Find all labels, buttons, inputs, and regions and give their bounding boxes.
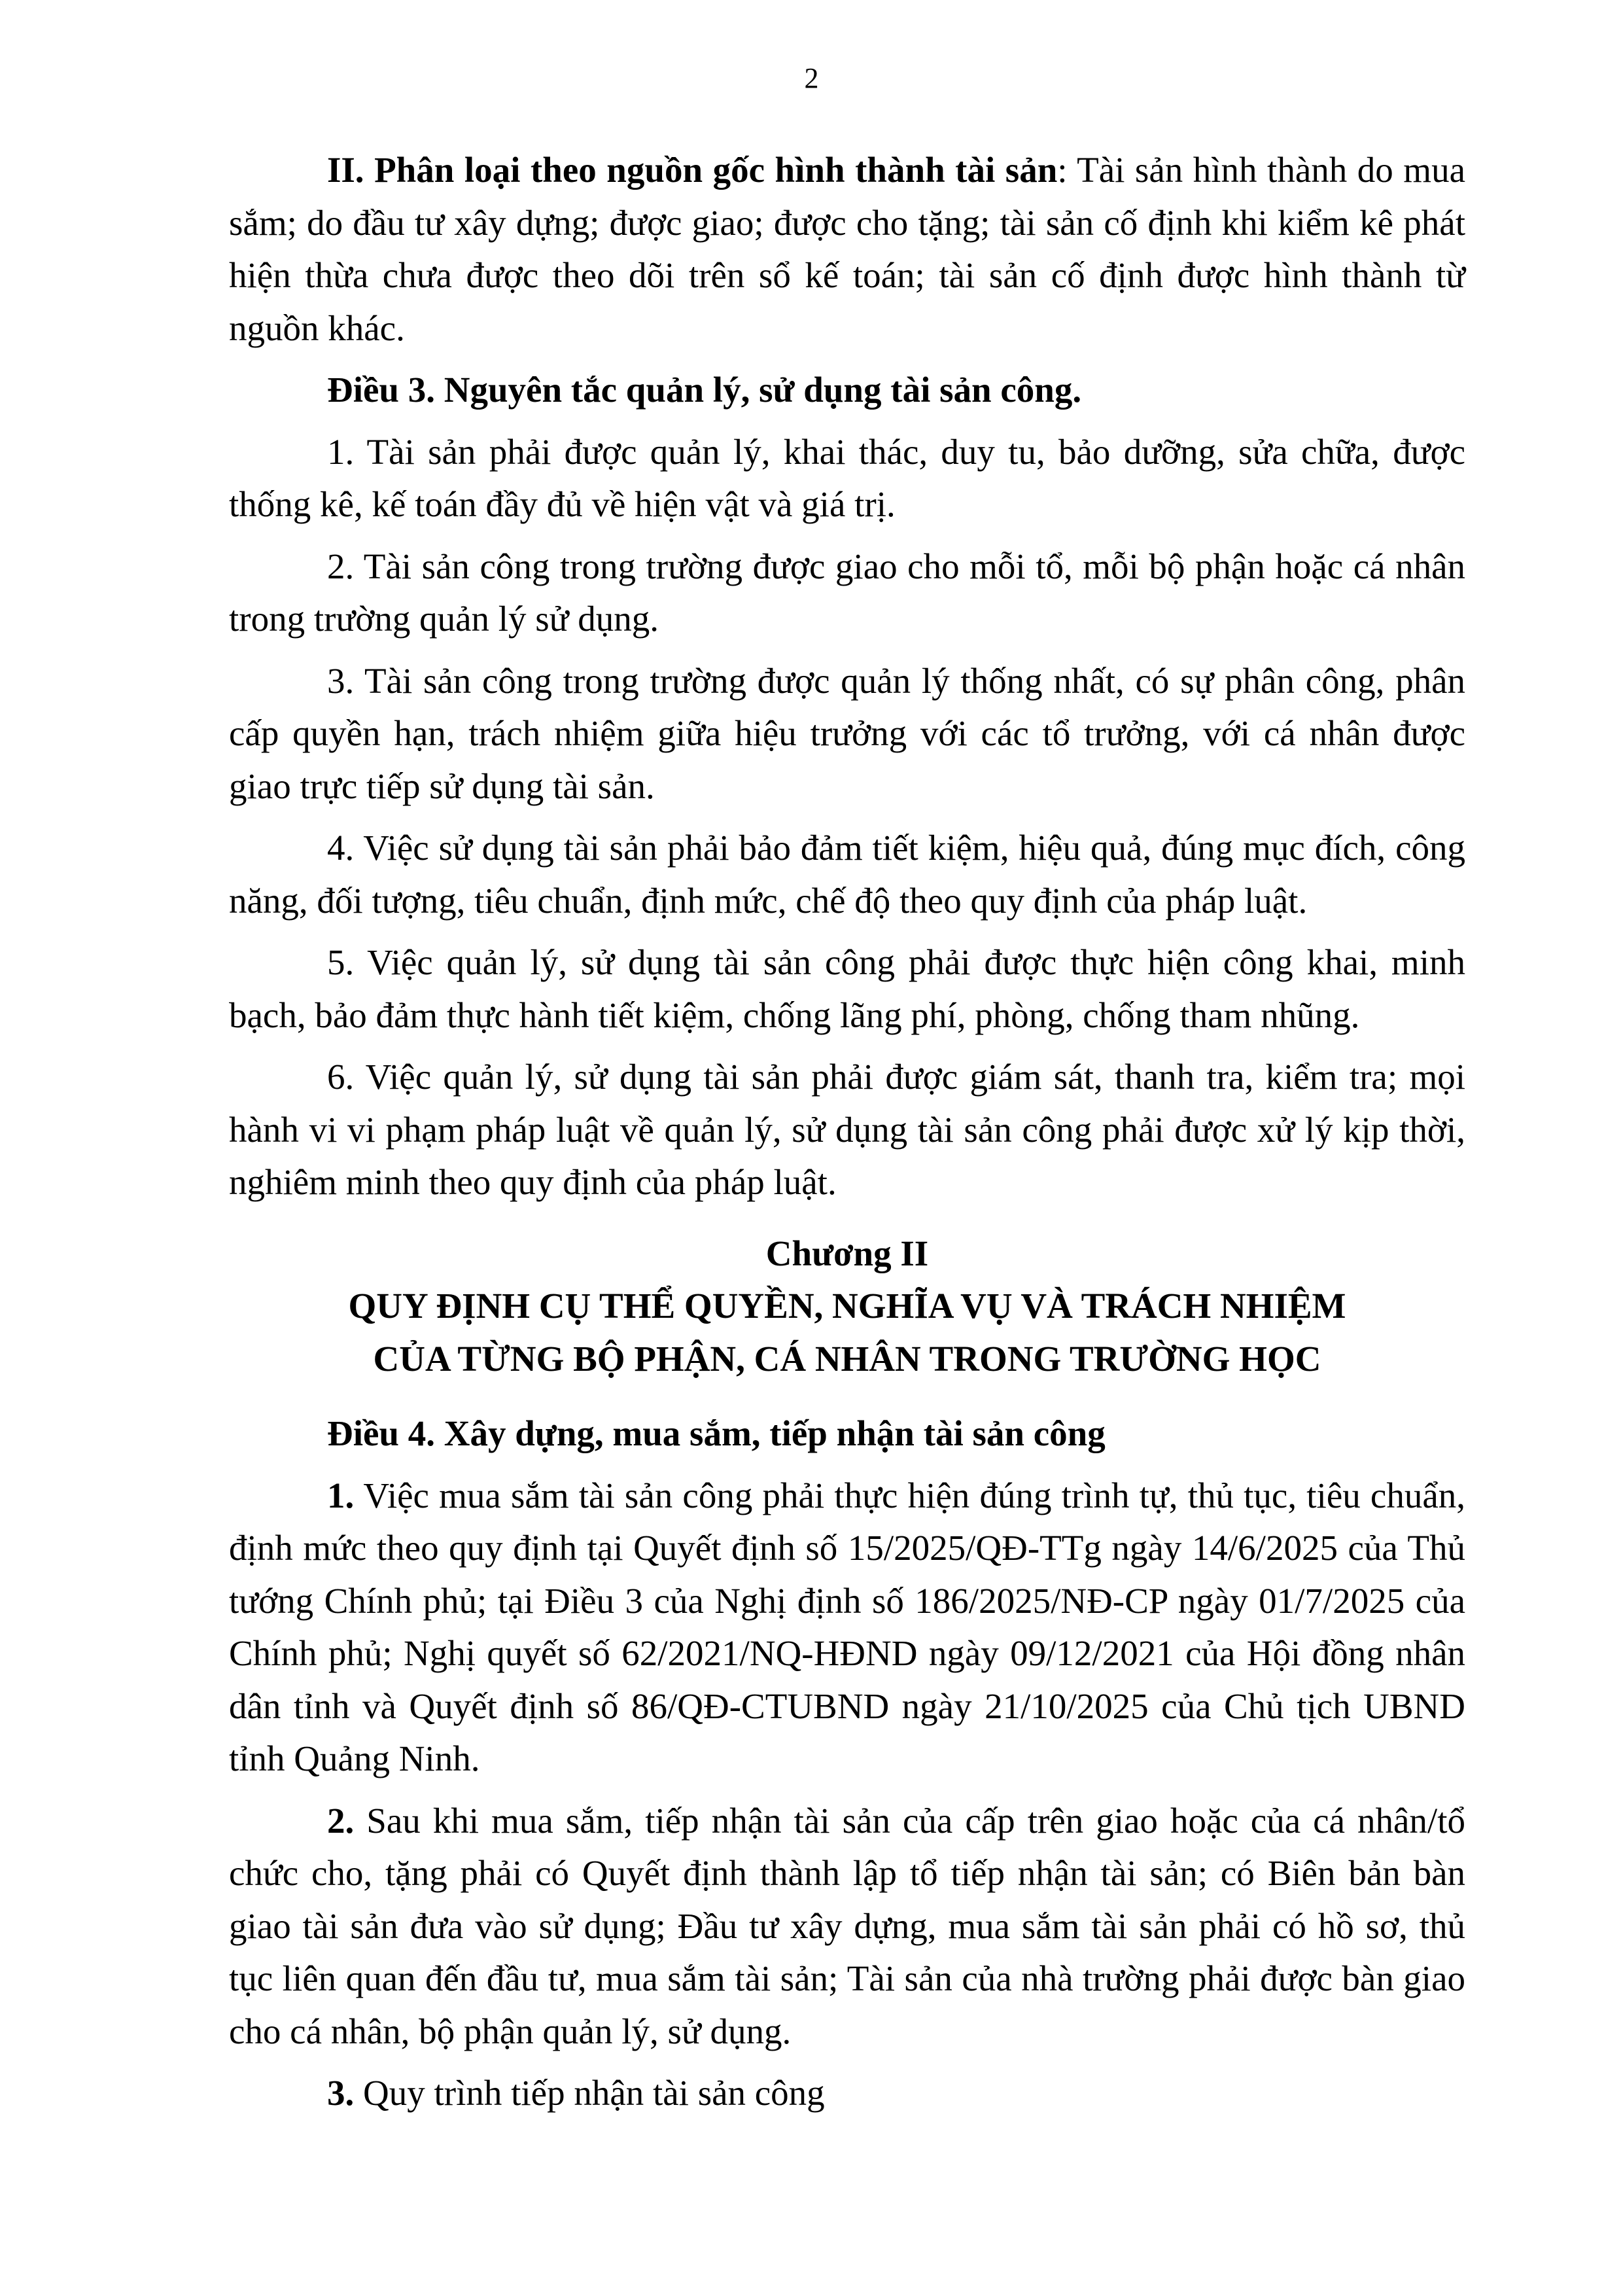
article-3-item-4: 4. Việc sử dụng tài sản phải bảo đảm tiết kiệm, hiệu quả, đúng mục đích, công năng, đối tượng, tiêu chuẩn, định mức, chế độ theo quy định của pháp luật. bbox=[229, 828, 1465, 921]
article-4-item-2-text: Sau khi mua sắm, tiếp nhận tài sản của cấp trên giao hoặc của cá nhân/tổ chức cho, tặng phải có Quyết định thành lập tổ tiếp nhận tài sản; có Biên bản bàn giao tài sản đưa vào sử dụng; Đầu tư xây dựng, mua sắm tài sản phải có hồ sơ, thủ tục liên quan đến đầu tư, mua sắm tài sản; Tài sản của nhà trường phải được bàn giao cho cá nhân, bộ phận quản lý, sử dụng. bbox=[229, 1800, 1465, 2051]
article-3-item-6: 6. Việc quản lý, sử dụng tài sản phải được giám sát, thanh tra, kiểm tra; mọi hành vi vi phạm pháp luật về quản lý, sử dụng tài sản công phải được xử lý kịp thời, nghiêm minh theo quy định của pháp luật. bbox=[229, 1057, 1465, 1202]
article-4-heading: Điều 4. Xây dựng, mua sắm, tiếp nhận tài sản công bbox=[327, 1413, 1106, 1453]
chapter-2-block bbox=[229, 1227, 1465, 1386]
article-3-heading: Điều 3. Nguyên tắc quản lý, sử dụng tài sản công. bbox=[327, 370, 1082, 410]
article-3-item-2: 2. Tài sản công trong trường được giao cho mỗi tổ, mỗi bộ phận hoặc cá nhân trong trường quản lý sử dụng. bbox=[229, 546, 1465, 639]
document-body bbox=[229, 144, 1465, 2129]
section-ii-paragraph bbox=[229, 144, 1465, 355]
article-3-item-3: 3. Tài sản công trong trường được quản lý thống nhất, có sự phân công, phân cấp quyền hạn, trách nhiệm giữa hiệu trưởng với các tổ trưởng, với cá nhân được giao trực tiếp sử dụng tài sản. bbox=[229, 660, 1465, 806]
chapter-subtitle-line-2: CỦA TỪNG BỘ PHẬN, CÁ NHÂN TRONG TRƯỜNG HỌC bbox=[373, 1338, 1321, 1379]
article-4-item-3-text: Quy trình tiếp nhận tài sản công bbox=[354, 2073, 825, 2113]
article-4-item-1-number: 1. bbox=[327, 1475, 355, 1515]
chapter-subtitle-line-1: QUY ĐỊNH CỤ THỂ QUYỀN, NGHĨA VỤ VÀ TRÁCH NHIỆM bbox=[348, 1286, 1346, 1326]
article-4-item-3-number: 3. bbox=[327, 2073, 355, 2113]
section-ii-text: : Tài sản hình thành do mua sắm; do đầu tư xây dựng; được giao; được cho tặng; tài sản cố định khi kiểm kê phát hiện thừa chưa được theo dõi trên sổ kế toán; tài sản cố định được hình thành từ nguồn khác. bbox=[229, 150, 1465, 348]
article-4-item-1-text: Việc mua sắm tài sản công phải thực hiện đúng trình tự, thủ tục, tiêu chuẩn, định mức theo quy định tại Quyết định số 15/2025/QĐ-TTg ngày 14/6/2025 của Thủ tướng Chính phủ; tại Điều 3 của Nghị định số 186/2025/NĐ-CP ngày 01/7/2025 của Chính phủ; Nghị quyết số 62/2021/NQ-HĐND ngày 09/12/2021 của Hội đồng nhân dân tỉnh và Quyết định số 86/QĐ-CTUBND ngày 21/10/2025 của Chủ tịch UBND tỉnh Quảng Ninh. bbox=[229, 1475, 1465, 1778]
article-4-item-2 bbox=[229, 1795, 1465, 2058]
article-4-item-3 bbox=[229, 2067, 1465, 2120]
section-ii-lead: II. Phân loại theo nguồn gốc hình thành tài sản bbox=[327, 150, 1058, 190]
article-3-item-1: 1. Tài sản phải được quản lý, khai thác, duy tu, bảo dưỡng, sửa chữa, được thống kê, kế toán đầy đủ về hiện vật và giá trị. bbox=[229, 431, 1465, 524]
article-3-item-5: 5. Việc quản lý, sử dụng tài sản công phải được thực hiện công khai, minh bạch, bảo đảm thực hành tiết kiệm, chống lãng phí, phòng, chống tham nhũng. bbox=[229, 942, 1465, 1035]
article-4-item-1 bbox=[229, 1470, 1465, 1786]
article-4-item-2-number: 2. bbox=[327, 1800, 355, 1841]
page-number: 2 bbox=[804, 62, 819, 94]
chapter-title: Chương II bbox=[765, 1233, 929, 1273]
